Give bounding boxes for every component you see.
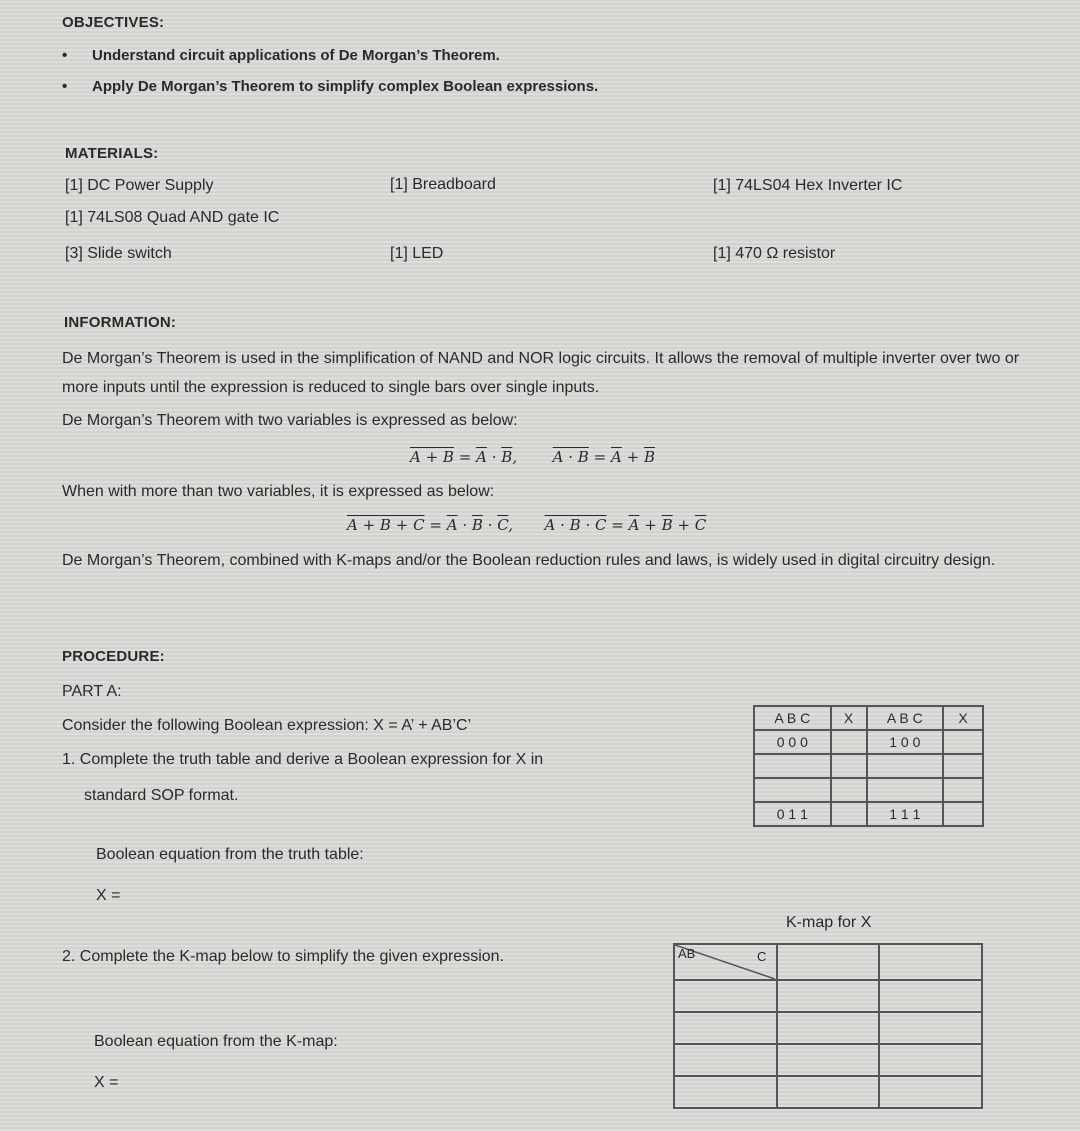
step-1-text-cont: standard SOP format.: [84, 787, 239, 804]
part-a-label: PART A:: [62, 683, 122, 700]
table-row: [754, 778, 983, 802]
kmap-equation-label: Boolean equation from the K-map:: [94, 1033, 338, 1050]
table-row: [674, 1076, 982, 1108]
table-row: [754, 730, 983, 754]
truth-table: [753, 705, 984, 827]
table-cell[interactable]: [867, 754, 944, 778]
table-row: [674, 1044, 982, 1076]
material-item: [1] 470 Ω resistor: [713, 245, 836, 262]
objectives-list: [62, 40, 598, 102]
kmap-cell[interactable]: [674, 1012, 777, 1044]
kmap-cell[interactable]: [879, 944, 982, 980]
kmap-title: K-map for X: [786, 914, 872, 931]
kmap-cell[interactable]: [879, 980, 982, 1012]
kmap-grid: [673, 943, 983, 1109]
table-cell: 0 0 0: [754, 730, 831, 754]
table-row: [674, 944, 982, 980]
kmap-cell[interactable]: [674, 980, 777, 1012]
truth-table-equation-answer[interactable]: X =: [96, 887, 121, 904]
header-cell: X: [831, 706, 867, 730]
kmap-cell[interactable]: [879, 1012, 982, 1044]
header-cell: A B C: [867, 706, 944, 730]
kmap-cell[interactable]: [879, 1044, 982, 1076]
boolean-expression: Consider the following Boolean expression: X = A’ + AB’C’: [62, 717, 472, 734]
kmap-cell[interactable]: [777, 1044, 880, 1076]
kmap-cell[interactable]: [777, 1076, 880, 1108]
demorgan-equation-two-var: $A + B = \overline{A} \cdot \overline{B}$, $A \cdot B = \overline{A} + \overline{B}$: [410, 448, 655, 466]
table-cell[interactable]: [943, 778, 983, 802]
kmap-cell[interactable]: [674, 1044, 777, 1076]
materials-heading: MATERIALS:: [65, 145, 159, 162]
information-two-var-intro: De Morgan’s Theorem with two variables is expressed as below:: [62, 412, 518, 429]
kmap-cell[interactable]: [777, 1012, 880, 1044]
table-cell[interactable]: [831, 802, 867, 826]
table-cell[interactable]: [831, 778, 867, 802]
table-row: [754, 802, 983, 826]
information-heading: INFORMATION:: [64, 314, 177, 331]
table-cell[interactable]: [867, 778, 944, 802]
table-cell[interactable]: [943, 730, 983, 754]
kmap-row-variable: AB: [678, 946, 696, 961]
table-cell: 0 1 1: [754, 802, 831, 826]
demorgan-equation-three-var: $A + B + C = \overline{A} \cdot \overline{B} \cdot \overline{C}$, $A \cdot B \cdot C = \overline{A} + \overline{B} + \overline{C}$: [347, 516, 707, 534]
table-row: [754, 706, 983, 730]
table-row: [674, 980, 982, 1012]
kmap-equation-answer[interactable]: X =: [94, 1074, 119, 1091]
header-cell: X: [943, 706, 983, 730]
table-row: [754, 754, 983, 778]
header-cell: A B C: [754, 706, 831, 730]
information-closing-paragraph: De Morgan’s Theorem, combined with K-maps and/or the Boolean reduction rules and laws, is widely used in digital circuitry design.: [62, 552, 996, 569]
step-2-text: 2. Complete the K-map below to simplify the given expression.: [62, 948, 504, 965]
table-cell[interactable]: [754, 778, 831, 802]
kmap-cell[interactable]: [777, 944, 880, 980]
information-multi-var-intro: When with more than two variables, it is expressed as below:: [62, 483, 495, 500]
material-item: [1] Breadboard: [390, 176, 496, 193]
table-cell[interactable]: [943, 802, 983, 826]
table-row: [674, 1012, 982, 1044]
kmap-cell[interactable]: [879, 1076, 982, 1108]
kmap-col-variable: C: [757, 949, 767, 964]
table-cell: 1 0 0: [867, 730, 944, 754]
table-cell: 1 1 1: [867, 802, 944, 826]
material-item: [1] 74LS08 Quad AND gate IC: [65, 209, 280, 226]
material-item: [1] 74LS04 Hex Inverter IC: [713, 177, 903, 194]
material-item: [3] Slide switch: [65, 245, 172, 262]
list-item: • Apply De Morgan’s Theorem to simplify complex Boolean expressions.: [62, 78, 599, 95]
procedure-heading: PROCEDURE:: [62, 648, 165, 665]
information-paragraph: De Morgan’s Theorem is used in the simplification of NAND and NOR logic circuits. It allows the removal of multiple inverter over two or more inputs until the expression is reduced to single bars over single inputs.: [62, 350, 1020, 396]
objectives-heading: OBJECTIVES:: [62, 14, 165, 31]
table-cell[interactable]: [831, 754, 867, 778]
list-item: • Understand circuit applications of De Morgan’s Theorem.: [62, 47, 500, 64]
table-cell[interactable]: [831, 730, 867, 754]
kmap-corner-cell: [674, 944, 777, 980]
kmap-cell[interactable]: [777, 980, 880, 1012]
table-cell[interactable]: [754, 754, 831, 778]
table-cell[interactable]: [943, 754, 983, 778]
step-1-text: 1. Complete the truth table and derive a Boolean expression for X in: [62, 751, 544, 768]
material-item: [1] DC Power Supply: [65, 177, 214, 194]
material-item: [1] LED: [390, 245, 444, 262]
truth-table-equation-label: Boolean equation from the truth table:: [96, 846, 364, 863]
kmap-cell[interactable]: [674, 1076, 777, 1108]
